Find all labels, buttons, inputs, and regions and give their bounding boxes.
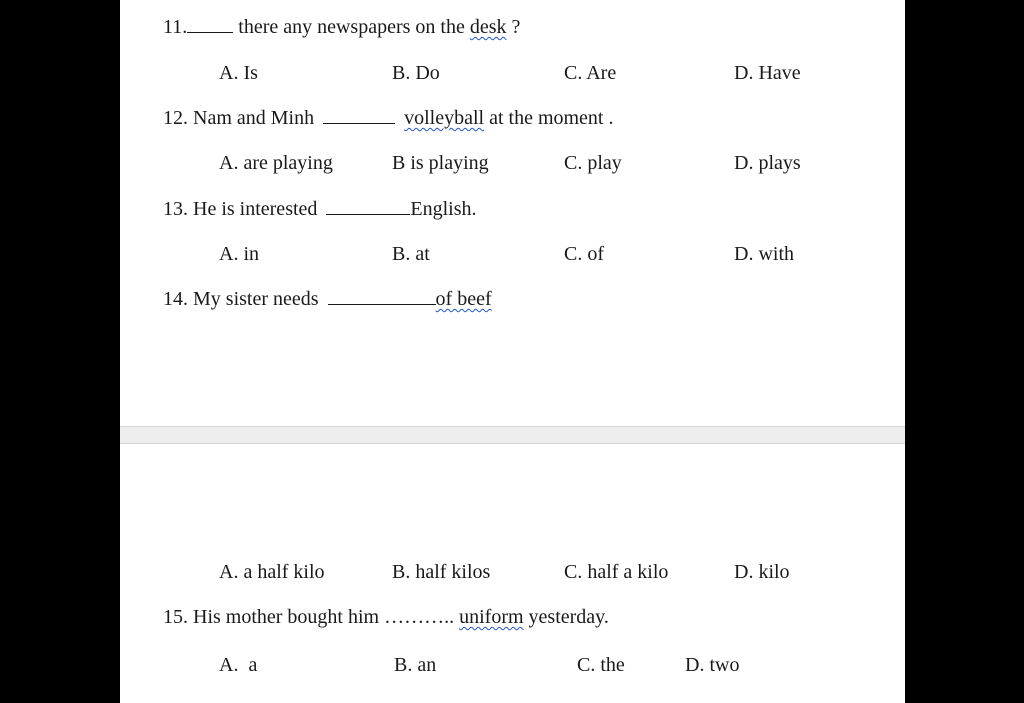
question-15-prefix: 15. His mother bought him (163, 606, 380, 628)
q13-option-a: A. in (219, 243, 259, 265)
question-11 (163, 15, 520, 39)
q12-option-a: A. are playing (219, 152, 333, 174)
answer-blank (187, 16, 233, 33)
page-break (120, 426, 905, 444)
q15-option-d: D. two (685, 654, 740, 676)
q11-option-d: D. Have (734, 62, 801, 84)
q15-option-b: B. an (394, 654, 437, 676)
q11-option-c: C. Are (564, 62, 617, 84)
question-13-suffix: English. (410, 198, 477, 220)
question-11-mark: ? (511, 16, 521, 38)
q14-option-a: A. a half kilo (219, 561, 325, 583)
question-13 (163, 197, 477, 221)
question-12 (163, 106, 614, 130)
question-13-prefix: 13. He is interested (163, 198, 318, 220)
q12-option-c: C. play (564, 152, 622, 174)
q11-option-b: B. Do (392, 62, 440, 84)
question-15-dots: ……….. (384, 606, 455, 628)
answer-blank (323, 107, 395, 124)
q13-option-c: C. of (564, 243, 604, 265)
q13-option-b: B. at (392, 243, 430, 265)
answer-blank (326, 198, 410, 215)
q14-option-c: C. half a kilo (564, 561, 669, 583)
q15-option-a: A. a (219, 654, 258, 676)
question-15-suffix: yesterday. (528, 606, 609, 628)
q13-option-d: D. with (734, 243, 794, 265)
q14-option-b: B. half kilos (392, 561, 491, 583)
q12-option-d: D. plays (734, 152, 801, 174)
q12-option-b: B is playing (392, 152, 489, 174)
spellcheck-word-uniform: uniform (459, 606, 524, 628)
answer-blank (328, 288, 436, 305)
question-11-number: 11. (163, 16, 188, 38)
spellcheck-word-desk: desk (469, 16, 507, 38)
q11-option-a: A. Is (219, 62, 258, 84)
question-12-suffix: at the moment . (489, 107, 614, 129)
q15-option-c: C. the (577, 654, 625, 676)
spellcheck-word-volleyball: volleyball (404, 107, 485, 129)
question-14-prefix: 14. My sister needs (163, 288, 319, 310)
question-14 (163, 287, 492, 311)
question-14-suffix: of beef (435, 288, 492, 310)
q14-option-d: D. kilo (734, 561, 790, 583)
question-11-text: there any newspapers on the (238, 16, 465, 38)
question-15 (163, 605, 609, 629)
question-12-prefix: 12. Nam and Minh (163, 107, 315, 129)
